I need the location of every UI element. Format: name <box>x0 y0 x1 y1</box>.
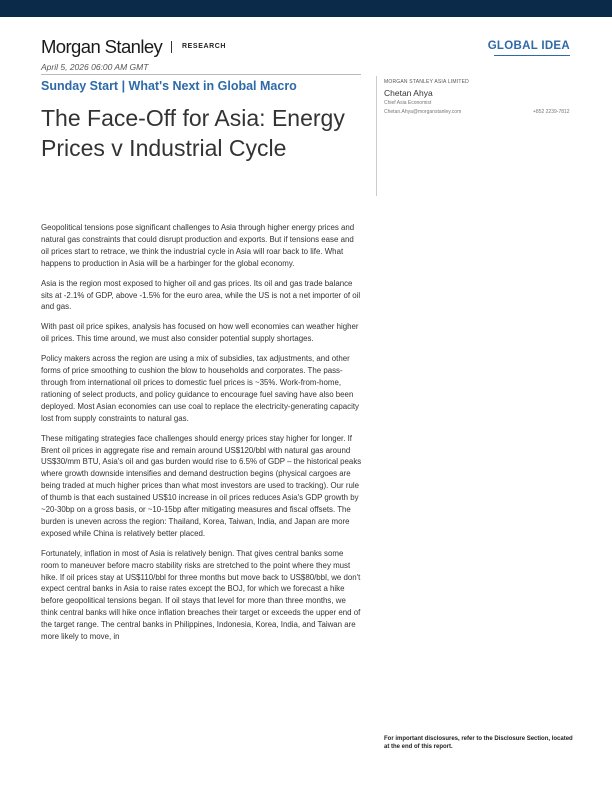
paragraph: Asia is the region most exposed to higher oil and gas prices. Its oil and gas trade balance sits at -2.1% of GDP, above -1.5% for the euro area, while the US is not a net importer of oil and gas. <box>41 278 361 312</box>
publish-date: April 5, 2026 06:00 AM GMT <box>41 62 149 72</box>
author-email[interactable]: Chetan.Ahya@morganstanley.com <box>384 109 462 115</box>
author-phone: +852 2239-7812 <box>533 109 570 115</box>
paragraph: With past oil price spikes, analysis has focused on how well economies can weather higher oil prices. This time around, we must also consider potential supply shortages. <box>41 322 359 344</box>
badge-underline <box>494 55 570 56</box>
top-banner <box>0 0 612 17</box>
report-badge: GLOBAL IDEA <box>487 40 570 52</box>
author-role: Chief Asia Economist <box>384 100 432 106</box>
logo-divider <box>171 41 172 53</box>
brand-logo: Morgan Stanley <box>41 36 163 57</box>
author-divider <box>376 76 377 196</box>
report-title: The Face-Off for Asia: Energy Prices v Industrial Cycle <box>41 105 345 161</box>
article-body <box>41 222 363 651</box>
paragraph: These mitigating strategies face challenges should energy prices stay higher for longer. If Brent oil prices in aggregate rise and remain around US$120/bbl with natural gas around US$30/mm BTU, Asia's oil and gas burden would rise to 6.5% of GDP – the historical peaks where growth downside intensifies and demand destruction begins (physical cargoes are being traded at much higher prices than what most investors are used to tracking). Our rule of thumb is that each sustained US$10 increase in oil prices reduces Asia's GDP growth by ~20-30bp on a gross basis, or ~10-15bp after mitigating measures and fiscal offsets. The burden is uneven across the region: Thailand, Korea, Taiwan, India, and Japan are more exposed while China is relatively better placed. <box>41 433 362 538</box>
date-divider <box>41 74 361 75</box>
author-company: MORGAN STANLEY ASIA LIMITED <box>384 79 469 85</box>
paragraph: Fortunately, inflation in most of Asia is relatively benign. That gives central banks some room to maneuver before macro stability risks are stretched to the point where they must hike. If oil prices stay at US$110/bbl for three months but move back to US$80/bbl, we don't expect central banks in Asia to raise rates except the BOJ, for which we forecast a hike before geopolitical tensions began. If oil stays that level for more than three months, we think central banks will hike once inflation breaches their target or exceeds the upper end of the target range. The central banks in Philippines, Indonesia, Korea, India, and Taiwan are more likely to move, in <box>41 548 361 642</box>
author-name: Chetan Ahya <box>384 88 433 98</box>
disclosure-note: For important disclosures, refer to the Disclosure Section, located at the end of this report. <box>384 736 573 750</box>
paragraph: Geopolitical tensions pose significant challenges to Asia through higher energy prices and natural gas constraints that could disrupt production and exports. But if tensions ease and oil prices start to retrace, we think the industrial cycle in Asia will roar back to life. What happens to production in Asia will be a harbinger for the global economy. <box>41 223 355 268</box>
paragraph: Policy makers across the region are using a mix of subsidies, tax adjustments, and other forms of price smoothing to cushion the blow to households and corporates. The pass-through from international oil prices to domestic fuel prices is ~35%. Work-from-home, rationing of select products, and policy guidance to encourage fuel saving have also been deployed. Most Asian economies can use coal to replace the electricity-generating capacity lost from supply constraints to natural gas. <box>41 354 359 423</box>
section-label: RESEARCH <box>182 43 227 50</box>
series-title: Sunday Start | What's Next in Global Macro <box>41 79 297 93</box>
